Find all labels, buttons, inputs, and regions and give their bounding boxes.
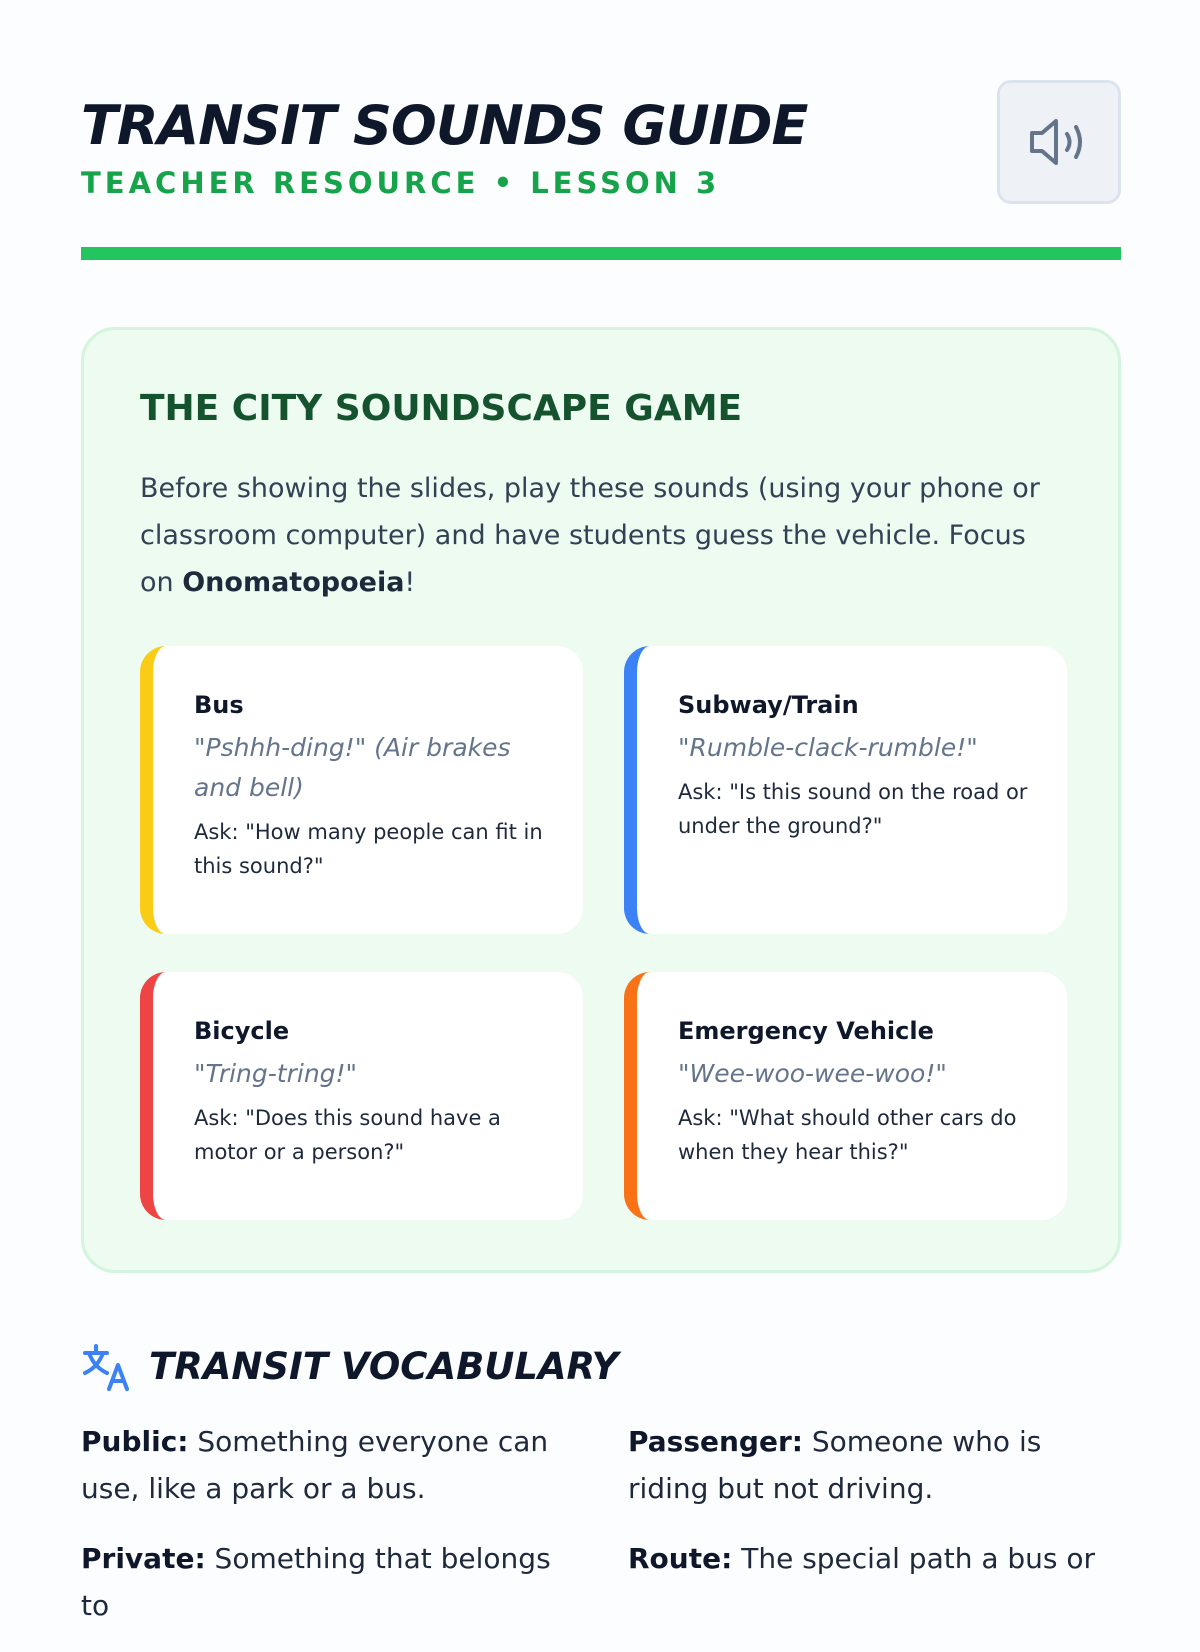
vocab-item-public (81, 1418, 561, 1512)
vocab-definition: Something everyone can use, like a park or a bus. (81, 1425, 549, 1505)
sound-card-subway (624, 646, 1067, 934)
page-title: TRANSIT SOUNDS GUIDE (81, 94, 808, 157)
vocab-term: Private: (81, 1542, 206, 1575)
vocab-definition: The special path a bus or (732, 1542, 1096, 1575)
header (81, 80, 1121, 210)
sound-card-emergency (624, 972, 1067, 1220)
sound-card-sound: "Pshhh-ding!" (Air brakes and bell) (194, 733, 511, 802)
sound-card-bicycle (140, 972, 583, 1220)
vocab-definition: Something that belongs to (81, 1542, 551, 1622)
vocab-item-route (628, 1535, 1108, 1582)
sound-card-question: Ask: "How many people can fit in this sound?" (194, 820, 543, 878)
sound-card-sound: "Wee-woo-wee-woo!" (678, 1059, 947, 1088)
soundscape-game-panel (81, 327, 1121, 1273)
vocab-column-left (81, 1418, 561, 1652)
header-divider (81, 247, 1121, 260)
vocab-header (81, 1336, 618, 1396)
sound-card-name: Bicycle (194, 1017, 290, 1045)
vocab-title: TRANSIT VOCABULARY (149, 1344, 619, 1388)
page-subtitle: TEACHER RESOURCE • LESSON 3 (81, 166, 721, 200)
game-intro-keyword: Onomatopoeia (182, 567, 405, 598)
sound-card-question: Ask: "What should other cars do when they hear this?" (678, 1106, 1017, 1164)
volume-icon (1028, 116, 1090, 168)
play-sound-button[interactable] (997, 80, 1121, 204)
sound-card-sound: "Rumble-clack-rumble!" (678, 733, 978, 762)
sound-card-question: Ask: "Does this sound have a motor or a person?" (194, 1106, 501, 1164)
sound-card-name: Emergency Vehicle (678, 1017, 934, 1045)
sound-card-bus (140, 646, 583, 934)
vocab-term: Public: (81, 1425, 189, 1458)
vocab-column-right (628, 1418, 1108, 1605)
vocab-term: Route: (628, 1542, 733, 1575)
vocab-term: Passenger: (628, 1425, 803, 1458)
vocab-item-private (81, 1535, 561, 1629)
sound-card-sound: "Tring-tring!" (194, 1059, 358, 1088)
sound-card-name: Bus (194, 691, 244, 719)
vocab-definition: Someone who is riding but not driving. (628, 1425, 1042, 1505)
game-intro-end: ! (404, 567, 416, 598)
vocab-item-passenger (628, 1418, 1108, 1512)
sound-card-question: Ask: "Is this sound on the road or under the ground?" (678, 780, 1028, 838)
translate-icon (81, 1341, 131, 1391)
game-intro-text: Before showing the slides, play these sounds (using your phone or classroom computer) and have students guess the vehicle. Focus on (140, 473, 1040, 598)
game-title: THE CITY SOUNDSCAPE GAME (140, 388, 743, 429)
sound-card-name: Subway/Train (678, 691, 859, 719)
game-intro (140, 465, 1060, 606)
